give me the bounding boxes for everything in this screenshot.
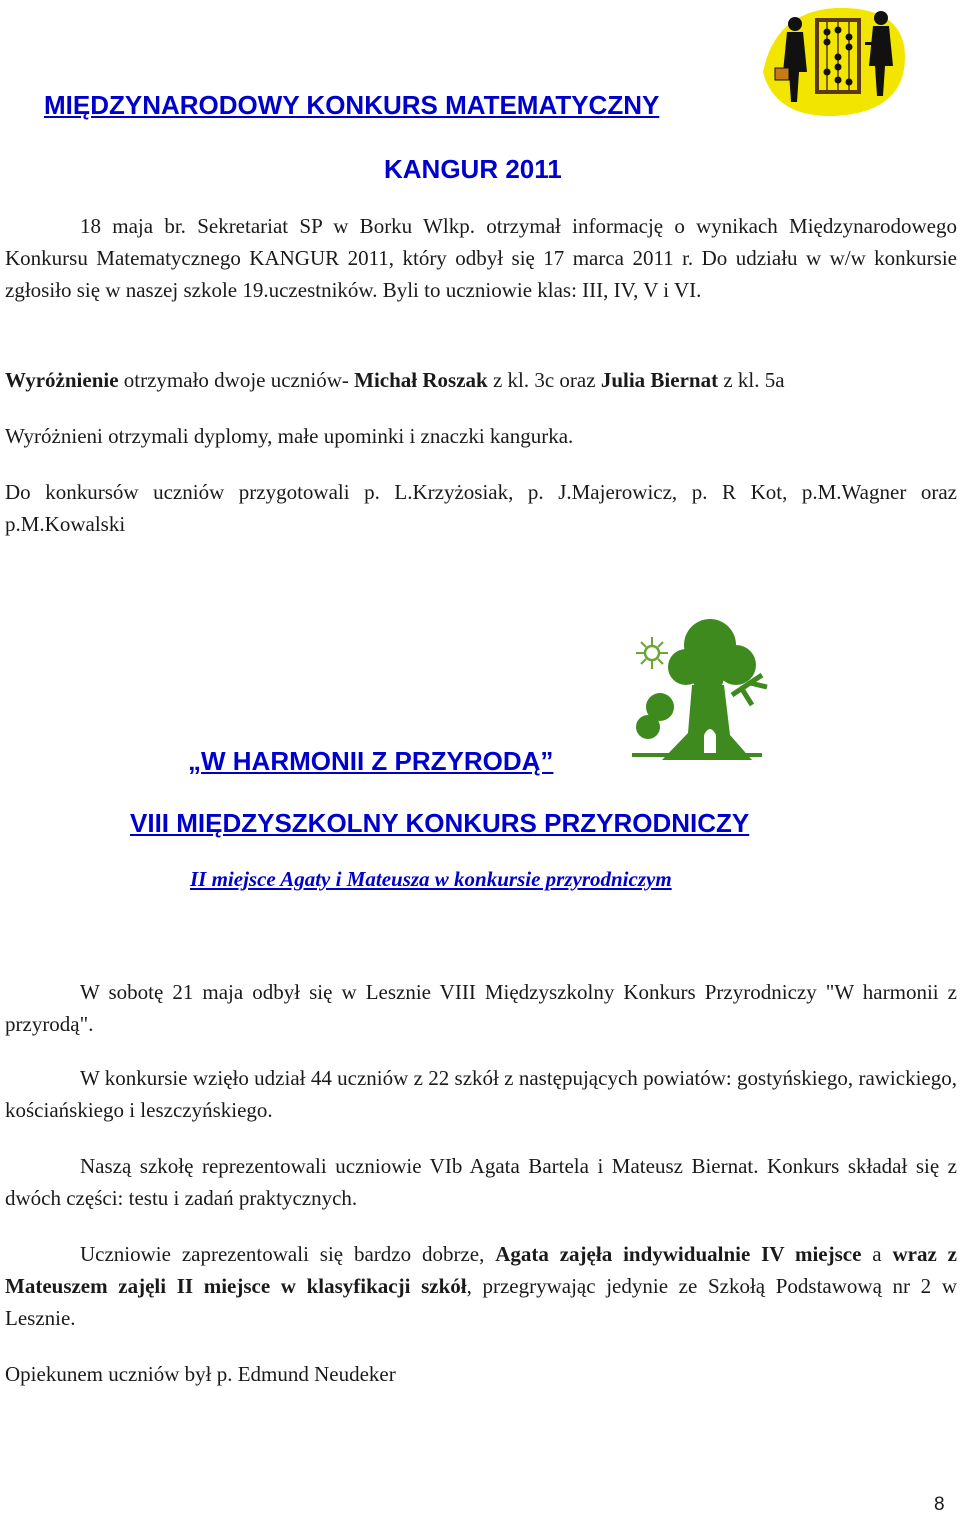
p4-text-1: Uczniowie zaprezentowali się bardzo dobrze, (80, 1242, 496, 1266)
p4-text-2: a (861, 1242, 893, 1266)
distinction-text-3: z kl. 5a (718, 368, 785, 392)
harmony-paragraph-4 (5, 1238, 957, 1334)
harmony-title: „W HARMONII Z PRZYRODĄ” (188, 746, 554, 776)
nature-tree-logo (612, 615, 782, 773)
harmony-paragraph-1: W sobotę 21 maja odbył się w Lesznie VIII Międzyszkolny Konkurs Przyrodniczy "W harmonii z przyrodą". (5, 980, 957, 1036)
p4-bold-1: Agata zajęła indywidualnie IV miejsce (495, 1242, 862, 1266)
distinction-text-2: z kl. 3c oraz (487, 368, 601, 392)
p4-bold-2: wraz z Mateuszem zajęli II miejsce w klasyfikacji szkół (5, 1242, 957, 1298)
kangur-subheading: KANGUR 2011 (384, 154, 562, 184)
page-number: 8 (934, 1494, 945, 1515)
harmony-paragraph-3: Naszą szkołę reprezentowali uczniowie VIb Agata Bartela i Mateusz Biernat. Konkurs składał się z dwóch części: testu i zadań praktycznych. (5, 1154, 957, 1210)
kangur-teachers-paragraph: Do konkursów uczniów przygotowali p. L.Krzyżosiak, p. J.Majerowicz, p. R Kot, p.M.Wagner oraz p.M.Kowalski (5, 480, 957, 536)
kangur-distinction-paragraph (5, 364, 957, 396)
kangur-awards-paragraph: Wyróżnieni otrzymali dyplomy, małe upominki i znaczki kangurka. (5, 424, 574, 448)
distinction-text-1: otrzymało dwoje uczniów- (118, 368, 355, 392)
harmony-paragraph-5: Opiekunem uczniów był p. Edmund Neudeker (5, 1362, 396, 1386)
p4-text-3: , przegrywając jedynie ze Szkołą Podstawową nr 2 w Lesznie. (5, 1274, 957, 1330)
businessmen-abacus-illustration (755, 2, 910, 120)
harmony-paragraph-2: W konkursie wzięło udział 44 uczniów z 22 szkół z następujących powiatów: gostyńskiego, rawickiego, kościańskiego i leszczyńskiego. (5, 1066, 957, 1122)
harmony-subtitle: VIII MIĘDZYSZKOLNY KONKURS PRZYRODNICZY (130, 808, 750, 838)
harmony-tagline: II miejsce Agaty i Mateusza w konkursie przyrodniczym (190, 867, 672, 891)
distinction-label: Wyróżnienie (5, 368, 119, 392)
distinction-name-1: Michał Roszak (354, 368, 488, 392)
kangur-results-paragraph: 18 maja br. Sekretariat SP w Borku Wlkp. otrzymał informację o wynikach Międzynarodowego Konkursu Matematycznego KANGUR 2011, który odbył się 17 marca 2011 r. Do udziału w w/w konkursie zgłosiło się w naszej szkole 19.uczestników. Byli to uczniowie klas: III, IV, V i VI. (5, 214, 957, 302)
distinction-name-2: Julia Biernat (600, 368, 719, 392)
kangur-heading: MIĘDZYNARODOWY KONKURS MATEMATYCZNY (44, 90, 660, 120)
